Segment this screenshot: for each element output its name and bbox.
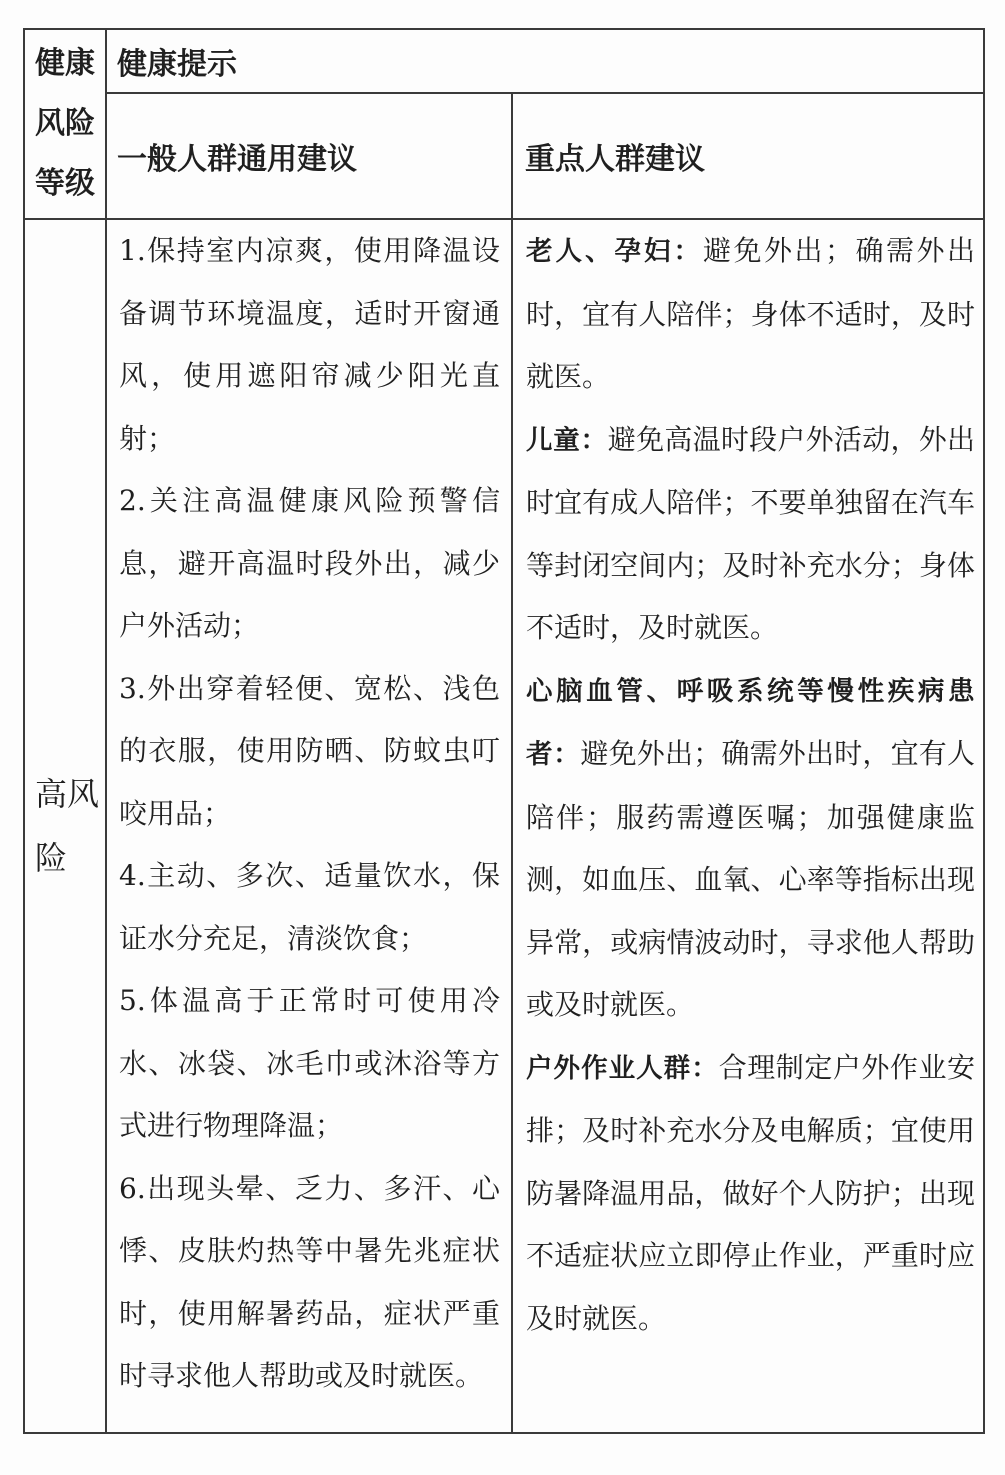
key-advice-list bbox=[513, 220, 983, 1432]
key-groups-header-cell: 重点人群建议 bbox=[513, 94, 983, 218]
advice-item: 5.体温高于正常时可使用冷水、冰袋、冰毛巾或沐浴等方式进行物理降温； bbox=[119, 984, 500, 1142]
group-label: 心脑血管、呼吸系统等慢性疾病患者： bbox=[526, 675, 975, 770]
risk-level-header-cell: 健康风险等级 bbox=[25, 30, 105, 218]
advice-item: 心脑血管、呼吸系统等慢性疾病患者：避免外出；确需外出时，宜有人陪伴；服药需遵医嘱；加强健康监测，如血压、血氧、心率等指标出现异常，或病情波动时，寻求他人帮助或及时就医。 bbox=[526, 675, 975, 1021]
advice-item: 老人、孕妇：避免外出；确需外出时，宜有人陪伴；身体不适时，及时就医。 bbox=[526, 234, 975, 393]
group-label: 户外作业人群： bbox=[526, 1052, 719, 1084]
group-label: 儿童： bbox=[526, 424, 608, 456]
advice-item: 1.保持室内凉爽，使用降温设备调节环境温度，适时开窗通风，使用遮阳帘减少阳光直射； bbox=[119, 234, 500, 455]
advice-item: 户外作业人群：合理制定户外作业安排；及时补充水分及电解质；宜使用防暑降温用品，做好个人防护；出现不适症状应立即停止作业，严重时应及时就医。 bbox=[526, 1050, 975, 1335]
advice-item: 4.主动、多次、适量饮水，保证水分充足，清淡饮食； bbox=[119, 859, 500, 955]
general-advice-list bbox=[107, 220, 511, 1432]
group-label: 老人、孕妇： bbox=[526, 236, 703, 267]
general-advice-header-cell: 一般人群通用建议 bbox=[107, 94, 511, 218]
advice-item: 3.外出穿着轻便、宽松、浅色的衣服，使用防晒、防蚊虫叮咬用品； bbox=[119, 671, 500, 830]
health-risk-table bbox=[23, 28, 985, 1434]
advice-item: 6.出现头晕、乏力、多汗、心悸、皮肤灼热等中暑先兆症状时，使用解暑药品，症状严重时寻求他人帮助或及时就医。 bbox=[119, 1171, 500, 1392]
risk-level-value-cell: 高风险 bbox=[25, 220, 105, 1432]
advice-item: 2.关注高温健康风险预警信息，避开高温时段外出，减少户外活动； bbox=[119, 484, 500, 642]
advice-item: 儿童：避免高温时段户外活动，外出时宜有成人陪伴；不要单独留在汽车等封闭空间内；及时补充水分；身体不适时，及时就医。 bbox=[526, 422, 975, 644]
tips-header-cell: 健康提示 bbox=[107, 30, 983, 92]
